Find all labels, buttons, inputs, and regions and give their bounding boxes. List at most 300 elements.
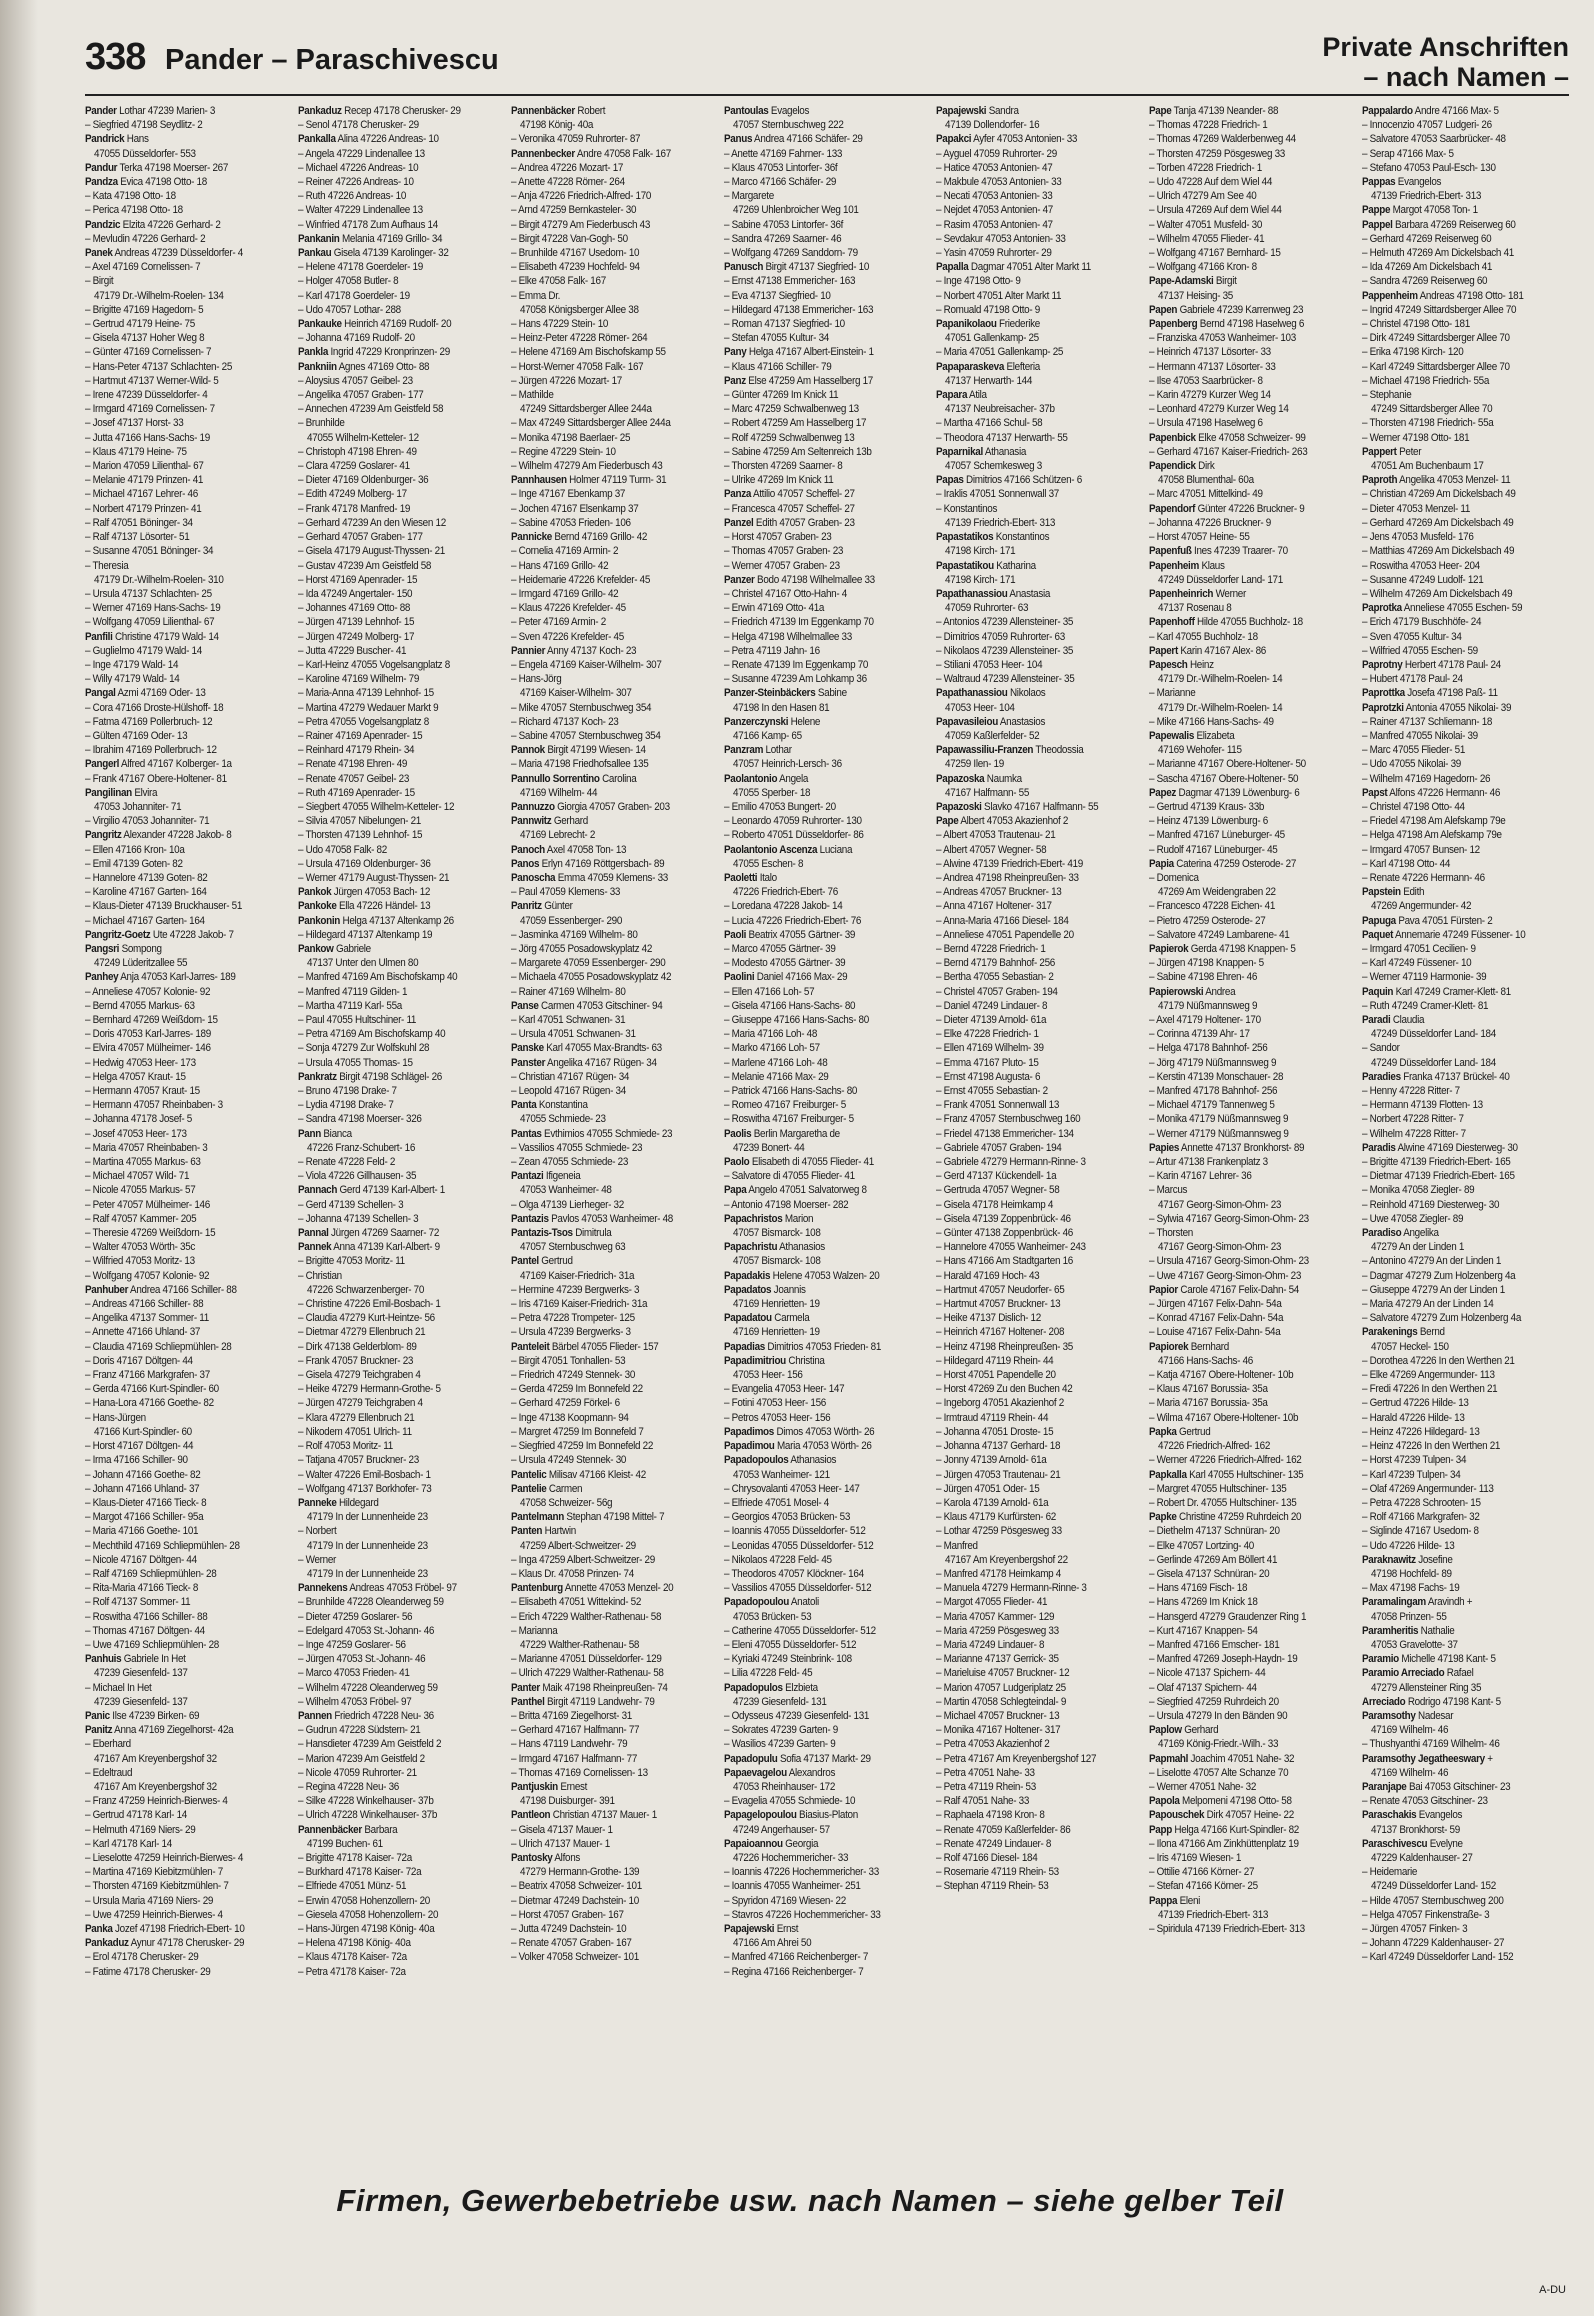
listing-entry — [85, 416, 292, 430]
entry-details: Alina 47226 Andreas- 10 — [337, 133, 439, 146]
listing-entry — [1362, 1396, 1569, 1410]
entry-details: 47226 Friedrich-Alfred- 162 — [1158, 1440, 1271, 1453]
entry-details: – Sandra 47198 Moerser- 326 — [297, 1113, 422, 1126]
entry-details: 47059 Ruhrorter- 63 — [945, 602, 1029, 615]
listing-entry — [298, 1581, 505, 1595]
entry-details: Helga 47137 Altenkamp 26 — [342, 914, 454, 927]
surname: Pandur — [85, 161, 118, 174]
entry-details: – Karl-Heinz 47055 Vogelsangplatz 8 — [297, 658, 450, 671]
entry-details: Annette 47053 Menzel- 20 — [564, 1582, 674, 1595]
entry-details: 47249 Sittardsberger Allee 70 — [1371, 403, 1493, 416]
entry-details: – Franz 47166 Markgrafen- 37 — [85, 1369, 210, 1382]
entry-details: 47137 Bronkhorst- 59 — [1371, 1823, 1461, 1836]
entry-details: Birgit — [1216, 275, 1237, 288]
listing-entry — [724, 175, 931, 189]
listing-entry — [724, 1581, 931, 1595]
listing-entry — [936, 232, 1143, 246]
entry-details: Carmen 47053 Gitschiner- 94 — [540, 999, 663, 1012]
surname: Papstein — [1362, 886, 1401, 899]
listing-entry — [85, 1539, 292, 1553]
listing-entry — [1149, 1254, 1356, 1268]
entry-details: – Kurt 47167 Knappen- 54 — [1149, 1624, 1258, 1637]
listing-entry — [511, 132, 718, 146]
listing-entry — [724, 203, 931, 217]
listing-entry — [1149, 1524, 1356, 1538]
entry-details: – Erich 47229 Walther-Rathenau- 58 — [510, 1610, 661, 1623]
listing-entry — [936, 1581, 1143, 1595]
listing-entry — [85, 1723, 292, 1737]
listing-entry — [724, 502, 931, 516]
entry-details: – Frank 47057 Bruckner- 23 — [297, 1354, 413, 1367]
listing-entry — [724, 1610, 931, 1624]
listing-entry — [298, 1723, 505, 1737]
entry-details: – Sabine 47198 Ehren- 46 — [1149, 971, 1258, 984]
listing-entry — [85, 1070, 292, 1084]
entry-details: – Thomas 47228 Friedrich- 1 — [1149, 119, 1268, 132]
listing-entry — [511, 658, 718, 672]
entry-details: – Friedrich 47249 Stennek- 30 — [510, 1369, 635, 1382]
listing-entry — [936, 530, 1143, 544]
entry-details: Werner — [1215, 587, 1247, 600]
entry-details: – Manfred 47166 Reichenberger- 7 — [723, 1951, 868, 1964]
listing-entry — [936, 1823, 1143, 1837]
entry-details: Hilde 47055 Buchholz- 18 — [1197, 616, 1304, 629]
listing-entry — [724, 1325, 931, 1339]
entry-details: – Ellen 47169 Wilhelm- 39 — [936, 1042, 1045, 1055]
entry-details: 47053 Wanheimer- 121 — [732, 1468, 830, 1481]
surname: Paramio Arreciado — [1362, 1667, 1445, 1680]
entry-details: – Walter 47229 Lindenallee 13 — [297, 204, 423, 217]
listing-entry — [936, 1666, 1143, 1680]
entry-details: – Fotini 47053 Heer- 156 — [723, 1397, 826, 1410]
entry-details: – Thomas 47167 Döltgen- 44 — [85, 1624, 205, 1637]
listing-entry — [1362, 956, 1569, 970]
listing-entry — [511, 1169, 718, 1183]
entry-details: 47259 Ilen- 19 — [945, 758, 1005, 771]
listing-entry — [85, 786, 292, 800]
entry-details: – Birgit 47051 Tonhallen- 53 — [510, 1354, 626, 1367]
surname: Pappel — [1362, 218, 1393, 231]
listing-entry — [298, 303, 505, 317]
listing-entry — [298, 345, 505, 359]
listing-entry — [1362, 1297, 1569, 1311]
entry-details: – Regina 47228 Neu- 36 — [297, 1780, 399, 1793]
listing-entry — [1149, 1553, 1356, 1567]
entry-details: 47167 Halfmann- 55 — [945, 786, 1030, 799]
entry-details: – Silke 47228 Winkelhauser- 37b — [297, 1795, 434, 1808]
surname: Pannenbecker — [510, 147, 575, 160]
listing-entry — [724, 388, 931, 402]
listing-entry — [724, 573, 931, 587]
listing-entry — [1362, 402, 1569, 416]
listing-entry — [1149, 1240, 1356, 1254]
entry-details: Annemarie 47249 Füssener- 10 — [1395, 928, 1526, 941]
entry-details: 47169 Wilhelm- 44 — [519, 786, 597, 799]
listing-entry — [724, 800, 931, 814]
surname: Papastatikou — [936, 559, 995, 572]
listing-entry — [511, 1283, 718, 1297]
entry-details: – Klaus 47178 Kaiser- 72a — [297, 1951, 407, 1964]
entry-details: – Brigitte 47169 Hagedorn- 5 — [85, 303, 204, 316]
listing-entry — [511, 274, 718, 288]
entry-details: – Ralf 47137 Lösorter- 51 — [85, 531, 190, 544]
listing-entry — [85, 1340, 292, 1354]
entry-details: – Vassilios 47055 Schmiede- 23 — [510, 1141, 642, 1154]
listing-entry — [85, 1127, 292, 1141]
entry-details: Daniel 47166 Max- 29 — [756, 971, 847, 984]
listing-entry — [298, 970, 505, 984]
listing-entry — [1149, 317, 1356, 331]
listing-entry — [724, 317, 931, 331]
listing-entry — [936, 260, 1143, 274]
entry-details: – Irma 47166 Schiller- 90 — [85, 1454, 188, 1467]
entry-details: – Heinz-Peter 47228 Römer- 264 — [510, 332, 648, 345]
entry-details: Eleni — [1179, 1894, 1201, 1907]
surname: Papadimitriou — [723, 1354, 786, 1367]
entry-details: – Renate 47057 Geibel- 23 — [297, 772, 409, 785]
listing-entry — [936, 970, 1143, 984]
listing-entry — [936, 218, 1143, 232]
listing-entry — [511, 1155, 718, 1169]
entry-details: – Sven 47055 Kultur- 34 — [1362, 630, 1462, 643]
entry-details: – Norbert — [297, 1525, 337, 1538]
entry-details: – Sabine 47053 Frieden- 106 — [510, 516, 631, 529]
entry-details: – Karin 47279 Kurzer Weg 14 — [1149, 389, 1272, 402]
listing-entry — [511, 445, 718, 459]
entry-details: – Stefano 47053 Paul-Esch- 130 — [1362, 161, 1496, 174]
entry-details: Christine 47179 Wald- 14 — [114, 630, 219, 643]
listing-entry — [1362, 1482, 1569, 1496]
entry-details: 47249 Angerhauser- 57 — [732, 1823, 830, 1836]
listing-entry — [936, 729, 1143, 743]
listing-entry — [724, 1056, 931, 1070]
entry-details: – Martina 47279 Wedauer Markt 9 — [297, 701, 439, 714]
listing-entry — [1362, 1013, 1569, 1027]
listing-entry — [511, 402, 718, 416]
listing-entry — [1149, 573, 1356, 587]
entry-details: Melania 47169 Grillo- 34 — [341, 232, 443, 245]
listing-entry — [724, 289, 931, 303]
listing-entry — [511, 1752, 718, 1766]
listing-entry — [724, 743, 931, 757]
listing-entry — [85, 530, 292, 544]
listing-entry — [936, 1752, 1143, 1766]
entry-details: – Renate 47053 Gitschiner- 23 — [1362, 1795, 1488, 1808]
entry-details: – Anette 47169 Fahrner- 133 — [723, 147, 842, 160]
listing-entry — [85, 1482, 292, 1496]
listing-entry — [511, 1056, 718, 1070]
listing-entry — [298, 331, 505, 345]
listing-entry — [298, 1354, 505, 1368]
listing-entry — [298, 1709, 505, 1723]
listing-entry — [298, 1396, 505, 1410]
listing-entry — [298, 374, 505, 388]
surname: Panter — [510, 1681, 540, 1694]
entry-details: 47057 Bismarck- 108 — [732, 1255, 821, 1268]
listing-entry — [1362, 1766, 1569, 1780]
surname: Pandrick — [85, 133, 125, 146]
entry-details: – Ursula 47167 Georg-Simon-Ohm- 23 — [1149, 1255, 1310, 1268]
entry-details: Dimitrula — [574, 1227, 612, 1240]
entry-details: – Harald 47226 Hilde- 13 — [1362, 1411, 1465, 1424]
listing-entry — [1362, 1723, 1569, 1737]
listing-entry — [724, 985, 931, 999]
entry-details: 47279 An der Linden 1 — [1371, 1241, 1465, 1254]
listing-entry — [1362, 1496, 1569, 1510]
entry-details: – Silvia 47057 Nibelungen- 21 — [297, 815, 421, 828]
entry-details: Hans — [126, 133, 149, 146]
listing-entry — [724, 104, 931, 118]
listing-entry — [724, 1283, 931, 1297]
surname: Paprotka — [1362, 602, 1403, 615]
entry-details: – Klara 47279 Ellenbruch 21 — [297, 1411, 415, 1424]
listing-entry — [1362, 431, 1569, 445]
entry-details: Claudia — [1392, 1014, 1425, 1026]
listing-entry — [85, 970, 292, 984]
entry-details: – Catherine 47055 Düsseldorfer- 512 — [723, 1624, 876, 1637]
entry-details: – Willy 47179 Wald- 14 — [85, 673, 180, 686]
listing-entry — [1149, 203, 1356, 217]
entry-details: – Stephanie — [1362, 389, 1412, 402]
listing-entry — [85, 1879, 292, 1893]
surname: Papmahl — [1149, 1752, 1189, 1765]
listing-entry — [511, 871, 718, 885]
listing-entry — [1149, 630, 1356, 644]
listing-entry — [936, 715, 1143, 729]
surname: Pantelie — [510, 1482, 547, 1495]
entry-details: – Sonja 47279 Zur Wolfskuhl 28 — [297, 1042, 430, 1055]
entry-details: – Udo 47057 Lothar- 288 — [297, 303, 401, 316]
listing-entry — [724, 1766, 931, 1780]
entry-details: – Salvatore 47249 Lambarene- 41 — [1149, 928, 1290, 941]
entry-details: Alfons — [554, 1851, 580, 1864]
listing-entry — [85, 1965, 292, 1979]
surname: Papajewski — [723, 1923, 774, 1935]
entry-details: – Reinhard 47179 Rhein- 34 — [297, 744, 415, 757]
entry-details: Emma 47059 Klemens- 33 — [557, 871, 668, 884]
listing-entry — [298, 317, 505, 331]
listing-entry — [85, 1936, 292, 1950]
entry-details: – Ilse 47053 Saarbrücker- 8 — [1149, 374, 1263, 387]
listing-entry — [724, 360, 931, 374]
entry-details: – Christine 47226 Emil-Bosbach- 1 — [297, 1298, 441, 1311]
surname: Pankla — [297, 346, 328, 359]
entry-details: – Klaus 47179 Kurfürsten- 62 — [936, 1511, 1057, 1524]
listing-entry — [298, 1652, 505, 1666]
entry-details: – Renate 47226 Hermann- 46 — [1362, 871, 1485, 884]
entry-details: Naumka — [987, 772, 1023, 785]
entry-details: – Modesto 47055 Gärtner- 39 — [723, 957, 845, 970]
surname: Paolini — [723, 971, 754, 984]
listing-column-4 — [724, 104, 931, 2174]
entry-details: – Ruth 47249 Cramer-Klett- 81 — [1362, 999, 1489, 1012]
entry-details: – Horst 47057 Heine- 55 — [1149, 531, 1250, 544]
listing-entry — [724, 1254, 931, 1268]
listing-entry — [85, 601, 292, 615]
entry-details: – Christel 47167 Otto-Hahn- 4 — [723, 587, 847, 600]
entry-details: Beatrix 47055 Gärtner- 39 — [748, 928, 855, 941]
entry-details: Franka 47137 Brückel- 40 — [1403, 1070, 1510, 1083]
entry-details: – Rolf 47137 Sommer- 11 — [85, 1596, 191, 1609]
entry-details: – Udo 47058 Falk- 82 — [297, 843, 387, 856]
entry-details: + — [1487, 1752, 1493, 1765]
listing-entry — [724, 1752, 931, 1766]
listing-entry — [1362, 132, 1569, 146]
listing-entry — [1149, 1453, 1356, 1467]
entry-details: Angelika — [1403, 1227, 1439, 1240]
entry-details: – Christel 47198 Otto- 44 — [1362, 800, 1465, 813]
surname: Pappert — [1362, 445, 1397, 458]
entry-details: – Rainer 47169 Apenrader- 15 — [297, 729, 423, 742]
surname: Pantleon — [510, 1809, 551, 1822]
entry-details: – Inge 47259 Goslarer- 56 — [297, 1638, 406, 1651]
listing-entry — [511, 1382, 718, 1396]
entry-details: – Albert 47057 Wegner- 58 — [936, 843, 1047, 856]
listing-entry — [1362, 658, 1569, 672]
listing-entry — [511, 1311, 718, 1325]
entry-details: – Mathilde — [510, 389, 554, 402]
surname: Papierok — [1149, 942, 1189, 955]
entry-details: – Wolfgang 47057 Kolonie- 92 — [85, 1269, 210, 1282]
entry-details: – Hans 47166 Am Stadtgarten 16 — [936, 1255, 1074, 1268]
listing-entry — [298, 1567, 505, 1581]
entry-details: Friederike — [999, 318, 1041, 331]
entry-details: – Friedel 47198 Am Alefskamp 79e — [1362, 815, 1506, 828]
listing-entry — [1149, 175, 1356, 189]
entry-details: – Eleni 47055 Düsseldorfer- 512 — [723, 1638, 856, 1651]
listing-entry — [1149, 814, 1356, 828]
listing-entry — [298, 857, 505, 871]
entry-details: Angela — [778, 772, 808, 785]
entry-details: – Maria-Anna 47139 Lehnhof- 15 — [297, 687, 434, 700]
listing-entry — [511, 1936, 718, 1950]
entry-details: – Horst 47051 Papendelle 20 — [936, 1369, 1057, 1382]
surname: Papazoski — [936, 800, 983, 813]
entry-details: Elizabeta — [1196, 729, 1235, 742]
listing-entry — [85, 871, 292, 885]
entry-details: – Hans-Jürgen — [85, 1411, 146, 1424]
entry-details: – Irmgard 47057 Bunsen- 12 — [1362, 843, 1480, 856]
entry-details: – Giesela 47058 Hohenzollern- 20 — [297, 1908, 439, 1921]
entry-details: 47229 Walther-Rathenau- 58 — [519, 1638, 639, 1651]
listing-entry — [1149, 1340, 1356, 1354]
entry-details: Josefine — [1418, 1553, 1453, 1566]
listing-entry — [298, 615, 505, 629]
surname: Paramsothy — [1362, 1709, 1416, 1722]
entry-details: – Wilma 47167 Obere-Holtener- 10b — [1149, 1411, 1299, 1424]
listing-entry — [1362, 1851, 1569, 1865]
entry-details: – Ida 47269 Am Dickelsbach 41 — [1362, 261, 1493, 274]
entry-details: Tanja 47139 Neander- 88 — [1173, 105, 1279, 117]
entry-details: Josefa 47198 Paß- 11 — [1407, 687, 1498, 700]
entry-details: Melpomeni 47198 Otto- 58 — [1182, 1795, 1292, 1808]
listing-entry — [1149, 1297, 1356, 1311]
surname: Pannek — [297, 1241, 332, 1254]
surname: Paraschakis — [1362, 1809, 1417, 1822]
entry-details: – Helene 47169 Am Bischofskamp 55 — [510, 346, 666, 359]
listing-entry — [936, 672, 1143, 686]
entry-details: 47269 Angermunder- 42 — [1371, 900, 1472, 913]
entry-details: – Liselotte 47057 Alte Schanze 70 — [1149, 1766, 1289, 1779]
listing-entry — [85, 743, 292, 757]
surname: Panka — [85, 1923, 113, 1935]
entry-details: – Horst 47167 Döltgen- 44 — [85, 1440, 194, 1453]
entry-details: – Karoline 47167 Garten- 164 — [85, 886, 207, 899]
entry-details: – Gisela 47139 Zoppenbrück- 46 — [936, 1212, 1072, 1225]
listing-entry — [936, 686, 1143, 700]
surname: Pape — [1149, 105, 1172, 117]
listing-entry — [724, 1368, 931, 1382]
listing-entry — [936, 1808, 1143, 1822]
listing-entry — [1149, 914, 1356, 928]
listing-entry — [298, 147, 505, 161]
listing-entry — [1149, 601, 1356, 615]
surname: Papenheinrich — [1149, 587, 1214, 600]
entry-details: 47269 Am Weidengraben 22 — [1158, 886, 1277, 899]
entry-details: 47249 Lüderitzallee 55 — [94, 957, 188, 970]
entry-details: Anastasios — [1000, 715, 1046, 728]
entry-details: Luciana — [819, 843, 852, 856]
entry-details: – Marc 47051 Mittelkind- 49 — [1149, 488, 1263, 501]
listing-entry — [724, 544, 931, 558]
listing-entry — [724, 658, 931, 672]
listing-entry — [85, 374, 292, 388]
listing-entry — [936, 1794, 1143, 1808]
entry-details: – Irmgard 47167 Halfmann- 77 — [510, 1752, 637, 1765]
entry-details: – Friedel 47138 Emmericher- 134 — [936, 1127, 1075, 1140]
listing-entry — [85, 1766, 292, 1780]
entry-details: Jürgen 47269 Saarner- 72 — [330, 1227, 439, 1240]
entry-details: – Ingeborg 47051 Akazienhof 2 — [936, 1397, 1065, 1410]
entry-details: – Serap 47166 Max- 5 — [1362, 147, 1454, 160]
surname: Pantazis-Tsos — [510, 1227, 573, 1240]
surname: Pangerl — [85, 758, 120, 771]
listing-entry — [1362, 1908, 1569, 1922]
entry-details: – Hans 47119 Landwehr- 79 — [510, 1738, 628, 1751]
entry-details: Else 47259 Am Hasselberg 17 — [747, 374, 873, 387]
listing-entry — [1362, 1638, 1569, 1652]
entry-details: – Michael In Het — [85, 1681, 152, 1694]
entry-details: – Beatrix 47058 Schweizer- 101 — [510, 1880, 642, 1893]
entry-details: Azmi 47169 Oder- 13 — [117, 687, 206, 700]
entry-details: – Ralf 47051 Böninger- 34 — [85, 516, 193, 529]
surname: Parakenings — [1362, 1326, 1418, 1339]
listing-entry — [1362, 1354, 1569, 1368]
entry-details: – Odysseus 47239 Giesenfeld- 131 — [723, 1709, 869, 1722]
listing-entry — [724, 970, 931, 984]
entry-details: – Manfred 47178 Bahnhof- 256 — [1149, 1085, 1278, 1098]
entry-details: – Hilde 47057 Sternbuschweg 200 — [1362, 1894, 1504, 1907]
listing-entry — [298, 1311, 505, 1325]
listing-entry — [1149, 1169, 1356, 1183]
entry-details: Gabriele In Het — [123, 1653, 186, 1666]
listing-entry — [298, 1141, 505, 1155]
entry-details: – Jürgen 47053 Trautenau- 21 — [936, 1468, 1061, 1481]
listing-entry — [724, 701, 931, 715]
listing-entry — [1149, 999, 1356, 1013]
entry-details: – Sokrates 47239 Garten- 9 — [723, 1724, 838, 1737]
listing-entry — [936, 1368, 1143, 1382]
listing-entry — [1149, 1354, 1356, 1368]
listing-entry — [1149, 1056, 1356, 1070]
listing-entry — [936, 587, 1143, 601]
entry-details: Andrea — [1205, 985, 1236, 998]
surname: Panzerczynski — [723, 715, 788, 728]
surname: Paolantonio — [723, 772, 777, 785]
listing-entry — [936, 104, 1143, 118]
surname: Pangritz-Goetz — [85, 928, 151, 941]
listing-entry — [85, 1752, 292, 1766]
